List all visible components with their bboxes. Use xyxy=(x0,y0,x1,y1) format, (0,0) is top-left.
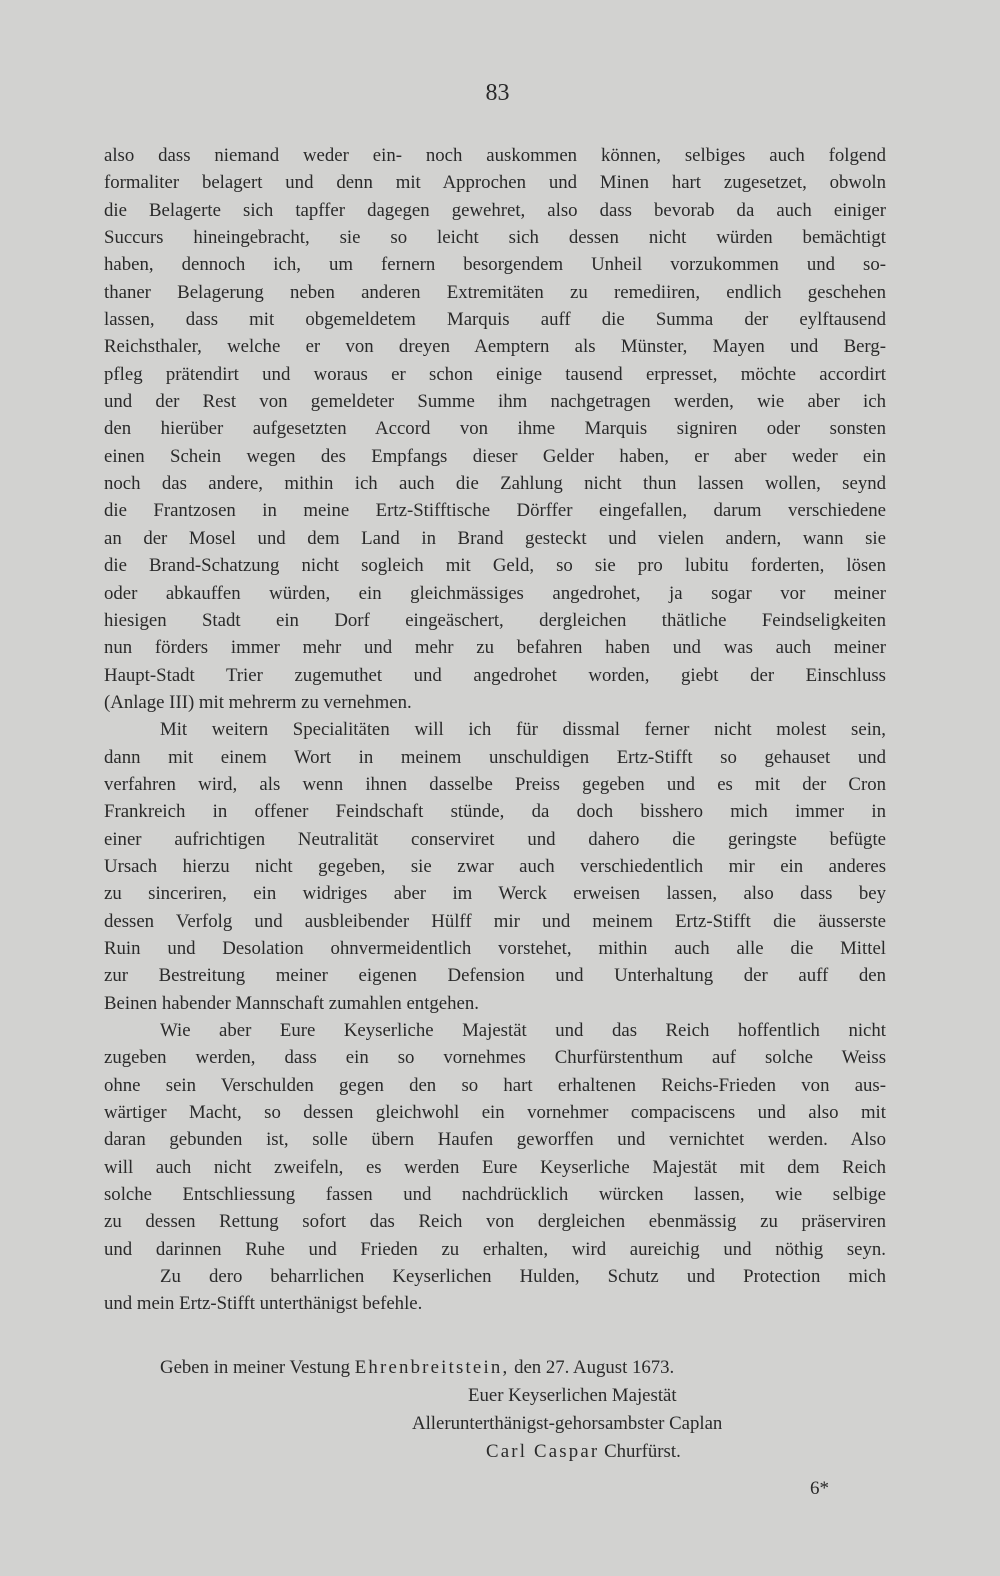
letter-body xyxy=(104,142,886,1318)
page-number: 83 xyxy=(485,80,510,106)
body-line: ohne sein Verschulden gegen den so hart erhaltenen Reichs-Frieden von aus- xyxy=(104,1074,886,1096)
body-line: also dass niemand weder ein- noch auskommen können, selbiges auch folgend xyxy=(104,145,886,166)
signature-mark: 6* xyxy=(810,1478,829,1499)
dateline xyxy=(160,1354,674,1381)
body-line: Reichsthaler, welche er von dreyen Aemptern als Münster, Mayen und Berg- xyxy=(104,336,886,358)
body-line: Wie aber Eure Keyserliche Majestät und das Reich hoffentlich nicht xyxy=(160,1020,886,1041)
body-line: den hierüber aufgesetzten Accord von ihme Marquis signiren oder sonsten xyxy=(104,418,886,440)
body-line: zur Bestreitung meiner eigenen Defension und Unterhaltung der auff den xyxy=(104,965,886,987)
body-line: zu dessen Rettung sofort das Reich von dergleichen ebenmässig zu präserviren xyxy=(104,1211,886,1233)
body-line: einen Schein wegen des Empfangs dieser Gelder haben, er aber weder ein xyxy=(104,445,886,467)
body-line: Ruin und Desolation ohnvermeidentlich vorstehet, mithin auch alle die Mittel xyxy=(104,937,886,959)
body-line: nun förders immer mehr und mehr zu befahren haben und was auch meiner xyxy=(104,637,886,659)
body-line: will auch nicht zweifeln, es werden Eure Keyserliche Majestät mit dem Reich xyxy=(104,1156,886,1178)
body-line: und der Rest von gemeldeter Summe ihm nachgetragen werden, wie aber ich xyxy=(104,391,886,413)
body-line: lassen, dass mit obgemeldetem Marquis auff die Summa der eylftausend xyxy=(104,309,886,331)
body-line: und darinnen Ruhe und Frieden zu erhalten, wird aureichig und nöthig seyn. xyxy=(104,1238,886,1260)
body-line: Succurs hineingebracht, sie so leicht sich dessen nicht würden bemächtigt xyxy=(104,227,886,249)
salutation: Euer Keyserlichen Majestät xyxy=(468,1385,677,1406)
body-line: oder abkauffen würden, ein gleichmässiges angedrohet, ja sogar vor meiner xyxy=(104,582,886,604)
body-line: daran gebunden ist, solle übern Haufen geworffen und vernichtet werden. Also xyxy=(104,1129,886,1151)
body-line: wärtiger Macht, so dessen gleichwohl ein vornehmer compaciscens und also mit xyxy=(104,1102,886,1124)
body-line: Haupt-Stadt Trier zugemuthet und angedrohet worden, giebt der Einschluss xyxy=(104,664,886,686)
body-line: Zu dero beharrlichen Keyserlichen Hulden, Schutz und Protection mich xyxy=(160,1266,886,1288)
body-line: thaner Belagerung neben anderen Extremitäten zu remediiren, endlich geschehen xyxy=(104,281,886,303)
body-line: Beinen habender Mannschaft zumahlen entgehen. xyxy=(104,992,479,1014)
body-line: an der Mosel und dem Land in Brand gesteckt und vielen andern, wann sie xyxy=(104,527,886,549)
body-line: haben, dennoch ich, um fernern besorgendem Unheil vorzukommen und so- xyxy=(104,254,886,276)
body-line: Ursach hierzu nicht gegeben, sie zwar auch verschiedentlich mir ein anderes xyxy=(104,855,886,877)
signature-name: Carl Caspar xyxy=(486,1441,600,1462)
body-line: pfleg prätendirt und woraus er schon einige tausend erpresset, möchte accordirt xyxy=(104,363,886,385)
body-line: formaliter belagert und denn mit Approchen und Minen hart zugesetzet, obwoln xyxy=(104,172,886,194)
body-line: Mit weitern Specialitäten will ich für dissmal ferner nicht molest sein, xyxy=(160,719,886,741)
body-line: einer aufrichtigen Neutralität conserviret und dahero die geringste befügte xyxy=(104,828,886,850)
humble-closing: Allerunterthänigst-gehorsambster Caplan xyxy=(412,1413,723,1434)
body-line: die Belagerte sich tapffer dagegen gewehret, also dass bevorab da auch einiger xyxy=(104,199,886,221)
body-line: die Frantzosen in meine Ertz-Stifftische Dörffer eingefallen, darum verschiedene xyxy=(104,500,886,522)
body-line: dessen Verfolg und ausbleibender Hülff mir und meinem Ertz-Stifft die äusserste xyxy=(104,910,886,932)
body-line: (Anlage III) mit mehrerm zu vernehmen. xyxy=(104,691,412,713)
body-line: zugeben werden, dass ein so vornehmes Churfürstenthum auf solche Weiss xyxy=(104,1047,886,1069)
body-line: und mein Ertz-Stifft unterthänigst befehle. xyxy=(104,1293,423,1315)
body-line: dann mit einem Wort in meinem unschuldigen Ertz-Stifft so gehauset und xyxy=(104,746,886,768)
dateline-prefix: Geben in meiner Vestung xyxy=(160,1357,351,1378)
body-line: die Brand-Schatzung nicht sogleich mit Geld, so sie pro lubitu forderten, lösen xyxy=(104,555,886,577)
body-line: verfahren wird, als wenn ihnen dasselbe Preiss gegeben und es mit der Cron xyxy=(104,773,886,795)
body-line: hiesigen Stadt ein Dorf eingeäschert, dergleichen thätliche Feindseligkeiten xyxy=(104,609,886,631)
body-line: noch das andere, mithin ich auch die Zahlung nicht thun lassen wollen, seynd xyxy=(104,473,886,495)
body-line: Frankreich in offener Feindschaft stünde, da doch bisshero mich immer in xyxy=(104,801,886,823)
body-line: solche Entschliessung fassen und nachdrücklich würcken lassen, wie selbige xyxy=(104,1184,886,1206)
dateline-suffix: den 27. August 1673. xyxy=(514,1357,675,1378)
body-line: zu sinceriren, ein widriges aber im Werck erweisen lassen, also dass bey xyxy=(104,883,886,905)
dateline-place: Ehrenbreitstein, xyxy=(354,1357,510,1378)
signature-title: Churfürst. xyxy=(604,1441,681,1462)
signature xyxy=(486,1438,681,1465)
